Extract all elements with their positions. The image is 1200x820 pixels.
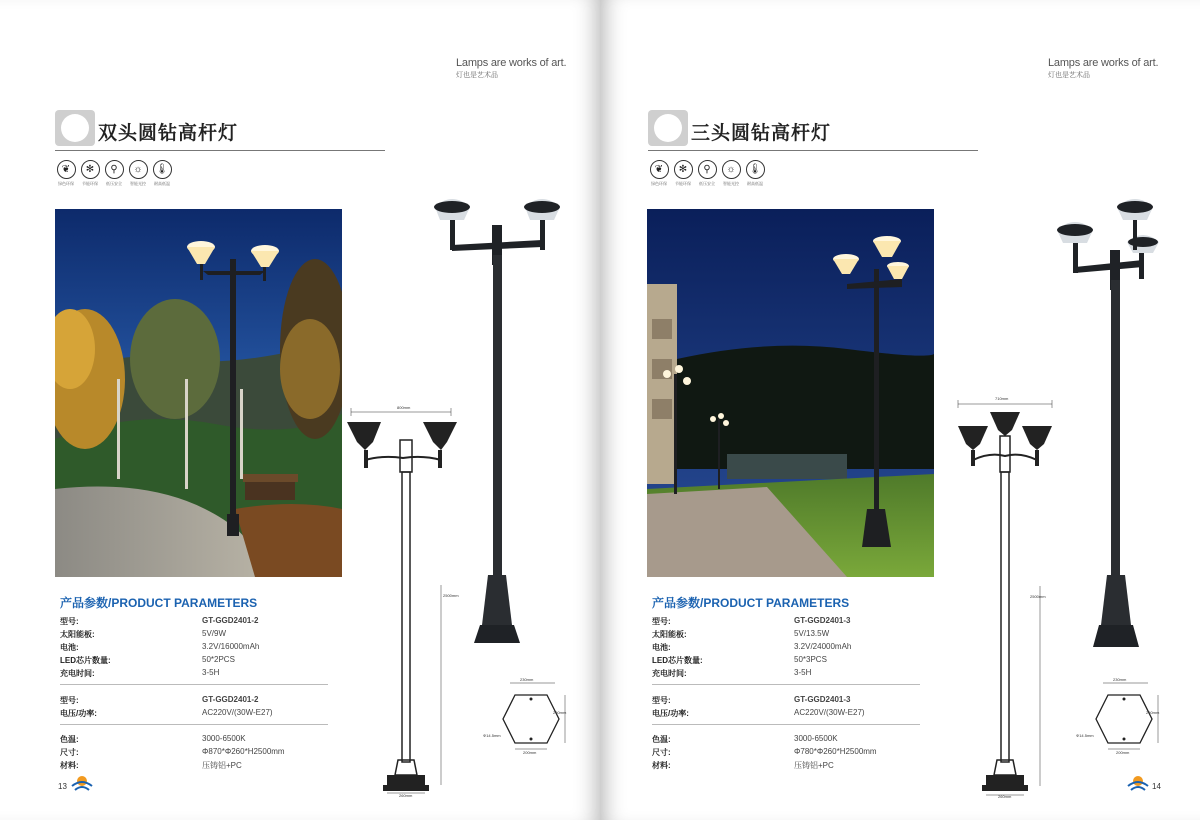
feature-icons (649, 160, 765, 187)
dim-hex-bottom: 200mm (1116, 750, 1130, 755)
param-divider (60, 684, 328, 685)
params-heading: 产品参数/PRODUCT PARAMETERS (652, 596, 850, 610)
dim-hex-dia: Φ14.5mm (483, 733, 501, 738)
feature-thermo: 🌡 耐高低温 (152, 160, 172, 187)
brand-logo-icon (70, 772, 94, 794)
recycle-icon: ⚲ (698, 160, 717, 179)
product-photo (55, 209, 342, 577)
slogan-en: Lamps are works of art. (456, 57, 567, 69)
param-divider (60, 724, 328, 725)
slogan (456, 57, 566, 80)
title-rule (648, 150, 978, 151)
title-badge (648, 110, 688, 146)
double-lamp-render (430, 195, 575, 655)
feature-leaf: ❦ 绿色环保 (649, 160, 669, 187)
dim-height: 2500mm (443, 593, 459, 598)
page-title: 三头圆钻高杆灯 (691, 123, 832, 144)
dim-hex-top: 230mm (1113, 677, 1127, 682)
slogan-en: Lamps are works of art. (1048, 57, 1159, 69)
slogan (1048, 57, 1158, 80)
slogan-cn: 灯也是艺术品 (1048, 72, 1090, 79)
page-title: 双头圆钻高杆灯 (98, 123, 239, 144)
dim-width: 710mm (995, 396, 1009, 401)
feature-sun: ☼ 智能光控 (721, 160, 741, 187)
thermometer-icon: 🌡 (746, 160, 765, 179)
title-badge (55, 110, 95, 146)
feature-leaf: ❦ 绿色环保 (56, 160, 76, 187)
param-divider (652, 724, 920, 725)
triple-lamp-render (1055, 195, 1165, 655)
page-number: 13 (58, 782, 67, 791)
sun-gear-icon: ☼ (722, 160, 741, 179)
dim-width: 800mm (397, 405, 411, 410)
fan-icon: ✻ (81, 160, 100, 179)
feature-fan: ✻ 节能环保 (673, 160, 693, 187)
dim-hex-bottom: 200mm (523, 750, 537, 755)
lamp-render (430, 195, 575, 660)
params-heading: 产品参数/PRODUCT PARAMETERS (60, 596, 258, 610)
param-divider (652, 684, 920, 685)
dim-hex-top: 230mm (520, 677, 534, 682)
dim-base: 260mm (399, 793, 413, 798)
brand-logo-icon (1126, 772, 1150, 794)
dim-hex-side: 260mm (553, 710, 567, 715)
sun-gear-icon: ☼ (129, 160, 148, 179)
dim-hex-dia: Φ14.5mm (1076, 733, 1094, 738)
feature-fan: ✻ 节能环保 (80, 160, 100, 187)
hex-base-outline (495, 675, 575, 755)
feature-thermo: 🌡 耐高低温 (745, 160, 765, 187)
feature-recycle: ⚲ 低压安全 (104, 160, 124, 187)
park-scene-photo (55, 209, 342, 577)
hex-detail (483, 675, 575, 760)
feature-icons (56, 160, 172, 187)
dim-base: 260mm (998, 794, 1012, 799)
lamp-render (1055, 195, 1165, 660)
slogan-cn: 灯也是艺术品 (456, 72, 498, 79)
product-photo (647, 209, 934, 577)
feature-sun: ☼ 智能光控 (128, 160, 148, 187)
leaf-icon: ❦ (650, 160, 669, 179)
recycle-icon: ⚲ (105, 160, 124, 179)
dimension-drawing (950, 390, 1060, 805)
hex-base-outline (1088, 675, 1168, 755)
leaf-icon: ❦ (57, 160, 76, 179)
hex-detail (1076, 675, 1168, 760)
fan-icon: ✻ (674, 160, 693, 179)
right-page: Lamps are works of art. 灯也是艺术品 三头圆钻高杆灯 ❦ 绿色环保 ✻ 节能环保 ⚲ 低压安全 ☼ 智能光控 🌡 耐高低温 710mm 2500mm 260mm 230mm 260mm Φ14.5mm 200mm 产品参数/PRODUCT PARAMETERS 型号: GT-GGD2401-3 太阳能板: 5V/13.5W 电池: 3.2V/24000mAh LED芯片数量: 50*3PCS 充电时间: 3-5H 型号: GT-GGD2401-3 电压/功率: AC220V/(30W-E27) 色温: 3000-6500K 尺寸: Φ780*Φ260*H2500mm 材料: 压铸铝+PC 14 (600, 0, 1200, 820)
lawn-scene-photo (647, 209, 934, 577)
page-number: 14 (1152, 782, 1161, 791)
dim-height: 2500mm (1030, 594, 1046, 599)
thermometer-icon: 🌡 (153, 160, 172, 179)
feature-recycle: ⚲ 低压安全 (697, 160, 717, 187)
dim-hex-side: 260mm (1146, 710, 1160, 715)
title-rule (55, 150, 385, 151)
left-page: Lamps are works of art. 灯也是艺术品 双头圆钻高杆灯 ❦ 绿色环保 ✻ 节能环保 ⚲ 低压安全 ☼ 智能光控 🌡 耐高低温 800mm 2500mm 260mm 230mm 260mm Φ14.5mm 200mm 产品参数/PRODUCT PARAMETERS 型号: GT-GGD2401-2 太阳能板: 5V/9W 电池: 3.2V/16000mAh LED芯片数量: 50*2PCS 充电时间: 3-5H 型号: GT-GGD2401-2 电压/功率: AC220V/(30W-E27) 色温: 3000-6500K 尺寸: Φ870*Φ260*H2500mm 材料: 压铸铝+PC 13 (0, 0, 600, 820)
